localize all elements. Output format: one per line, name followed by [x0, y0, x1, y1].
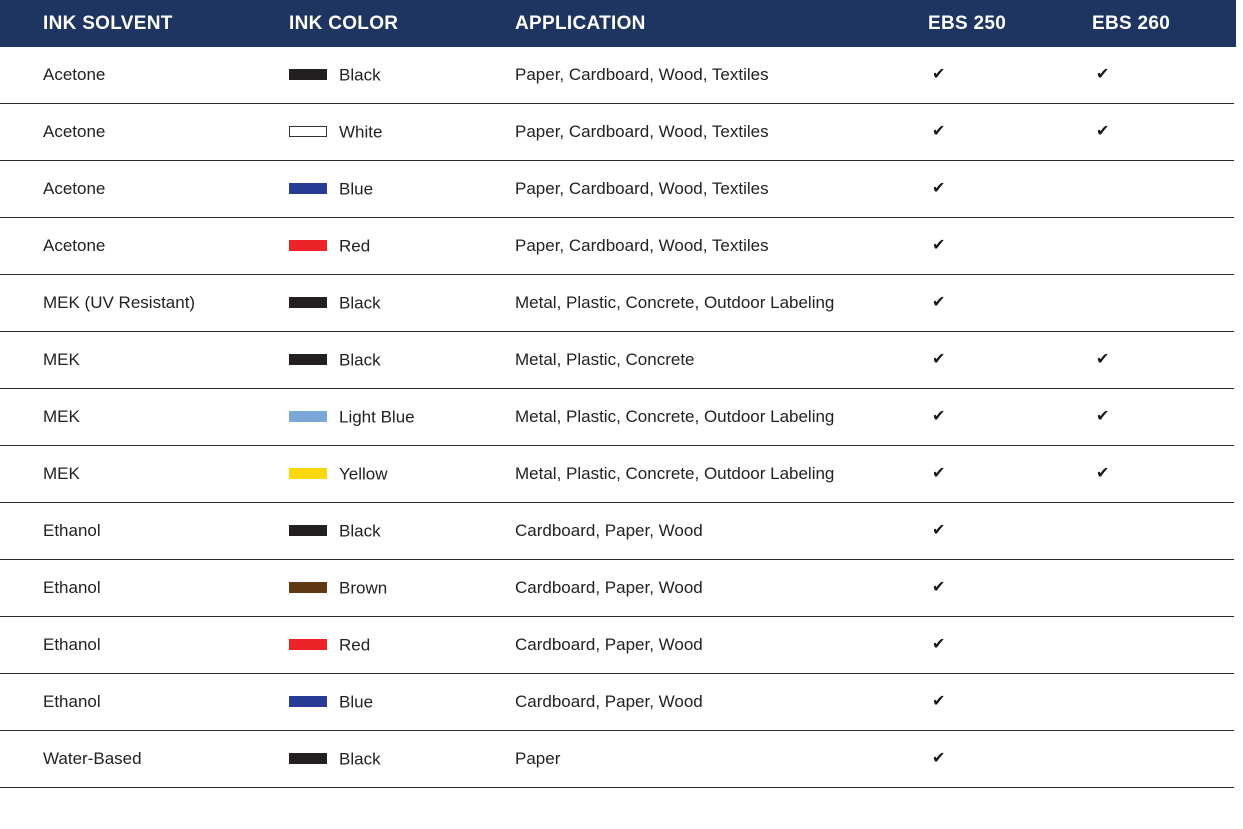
- ink-solvent-cell: Water-Based: [43, 749, 142, 768]
- ebs-250-check-icon: ✔: [932, 750, 946, 767]
- ink-color-cell: [289, 731, 381, 787]
- color-swatch: [289, 126, 327, 137]
- color-swatch: [289, 582, 327, 593]
- ink-color-cell: [289, 446, 388, 502]
- ebs-250-check-icon: ✔: [932, 579, 946, 596]
- application-cell: Paper: [515, 749, 561, 768]
- ebs-250-check-icon: ✔: [932, 180, 946, 197]
- application-cell: Cardboard, Paper, Wood: [515, 692, 703, 711]
- ink-color-cell: [289, 332, 381, 388]
- ebs-260-check-icon: ✔: [1096, 465, 1110, 482]
- ink-color-cell: [289, 503, 381, 559]
- ink-color-cell: [289, 560, 387, 616]
- ink-color-cell: [289, 47, 381, 103]
- ink-solvent-cell: MEK (UV Resistant): [43, 293, 196, 312]
- ink-color-cell: [289, 104, 382, 160]
- ink-color-label: Red: [339, 236, 371, 256]
- ink-solvent-cell: MEK: [43, 350, 80, 369]
- color-swatch: [289, 525, 327, 536]
- ink-color-label: Light Blue: [339, 407, 415, 427]
- table-row: [0, 47, 1234, 104]
- ink-color-label: Brown: [339, 578, 388, 598]
- ink-color-label: Blue: [339, 692, 374, 712]
- ink-color-label: Blue: [339, 179, 374, 199]
- header-ink-solvent: INK SOLVENT: [43, 13, 173, 34]
- ink-color-label: Yellow: [339, 464, 388, 484]
- ink-color-label: Black: [339, 350, 381, 370]
- application-cell: Paper, Cardboard, Wood, Textiles: [515, 122, 769, 141]
- color-swatch: [289, 753, 327, 764]
- table-row: [0, 161, 1234, 218]
- ink-color-cell: [289, 674, 373, 730]
- ink-color-label: Black: [339, 65, 381, 85]
- ink-color-cell: [289, 218, 370, 274]
- ink-color-cell: [289, 617, 370, 673]
- color-swatch: [289, 183, 327, 194]
- application-cell: Paper, Cardboard, Wood, Textiles: [515, 179, 769, 198]
- ebs-250-check-icon: ✔: [932, 66, 946, 83]
- header-ebs-250: EBS 250: [928, 13, 1007, 34]
- ink-color-label: White: [339, 122, 383, 142]
- application-cell: Metal, Plastic, Concrete, Outdoor Labeling: [515, 464, 835, 483]
- table-row: [0, 275, 1234, 332]
- ebs-250-check-icon: ✔: [932, 294, 946, 311]
- table-body: [0, 47, 1236, 788]
- color-swatch: [289, 639, 327, 650]
- ink-solvent-cell: Ethanol: [43, 578, 101, 597]
- ink-solvent-cell: MEK: [43, 464, 80, 483]
- ink-solvent-cell: Ethanol: [43, 692, 101, 711]
- ink-color-label: Black: [339, 293, 381, 313]
- application-cell: Cardboard, Paper, Wood: [515, 578, 703, 597]
- application-cell: Metal, Plastic, Concrete: [515, 350, 695, 369]
- ink-color-label: Red: [339, 635, 371, 655]
- table-row: [0, 731, 1234, 788]
- ebs-250-check-icon: ✔: [932, 522, 946, 539]
- application-cell: Metal, Plastic, Concrete, Outdoor Labeling: [515, 293, 835, 312]
- table-row: [0, 104, 1234, 161]
- ebs-250-check-icon: ✔: [932, 351, 946, 368]
- ebs-260-check-icon: ✔: [1096, 408, 1110, 425]
- ink-solvent-cell: Ethanol: [43, 521, 101, 540]
- header-application: APPLICATION: [515, 13, 646, 34]
- ebs-250-check-icon: ✔: [932, 693, 946, 710]
- ink-color-label: Black: [339, 521, 381, 541]
- table-row: [0, 560, 1234, 617]
- application-cell: Cardboard, Paper, Wood: [515, 521, 703, 540]
- ink-solvent-cell: Acetone: [43, 122, 106, 141]
- ink-color-label: Black: [339, 749, 381, 769]
- ebs-250-check-icon: ✔: [932, 465, 946, 482]
- header-ebs-260: EBS 260: [1092, 13, 1171, 34]
- header-ink-color: INK COLOR: [289, 13, 399, 34]
- application-cell: Paper, Cardboard, Wood, Textiles: [515, 65, 769, 84]
- table-row: [0, 218, 1234, 275]
- ink-solvent-cell: Ethanol: [43, 635, 101, 654]
- ebs-260-check-icon: ✔: [1096, 66, 1110, 83]
- ebs-250-check-icon: ✔: [932, 636, 946, 653]
- table-row: [0, 389, 1234, 446]
- table-row: [0, 617, 1234, 674]
- table-row: [0, 446, 1234, 503]
- color-swatch: [289, 354, 327, 365]
- ebs-260-check-icon: ✔: [1096, 351, 1110, 368]
- color-swatch: [289, 240, 327, 251]
- table-header: [0, 0, 1236, 47]
- application-cell: Metal, Plastic, Concrete, Outdoor Labeling: [515, 407, 835, 426]
- color-swatch: [289, 411, 327, 422]
- ebs-250-check-icon: ✔: [932, 237, 946, 254]
- color-swatch: [289, 468, 327, 479]
- ebs-250-check-icon: ✔: [932, 123, 946, 140]
- color-swatch: [289, 69, 327, 80]
- table-row: [0, 332, 1234, 389]
- application-cell: Cardboard, Paper, Wood: [515, 635, 703, 654]
- table-row: [0, 674, 1234, 731]
- ink-solvent-cell: Acetone: [43, 179, 106, 198]
- ink-color-cell: [289, 275, 381, 331]
- color-swatch: [289, 297, 327, 308]
- ink-color-cell: [289, 389, 415, 445]
- ink-solvent-cell: Acetone: [43, 236, 106, 255]
- ink-color-cell: [289, 161, 373, 217]
- ebs-250-check-icon: ✔: [932, 408, 946, 425]
- application-cell: Paper, Cardboard, Wood, Textiles: [515, 236, 769, 255]
- ink-solvent-cell: MEK: [43, 407, 80, 426]
- table-row: [0, 503, 1234, 560]
- ebs-260-check-icon: ✔: [1096, 123, 1110, 140]
- ink-solvent-cell: Acetone: [43, 65, 106, 84]
- color-swatch: [289, 696, 327, 707]
